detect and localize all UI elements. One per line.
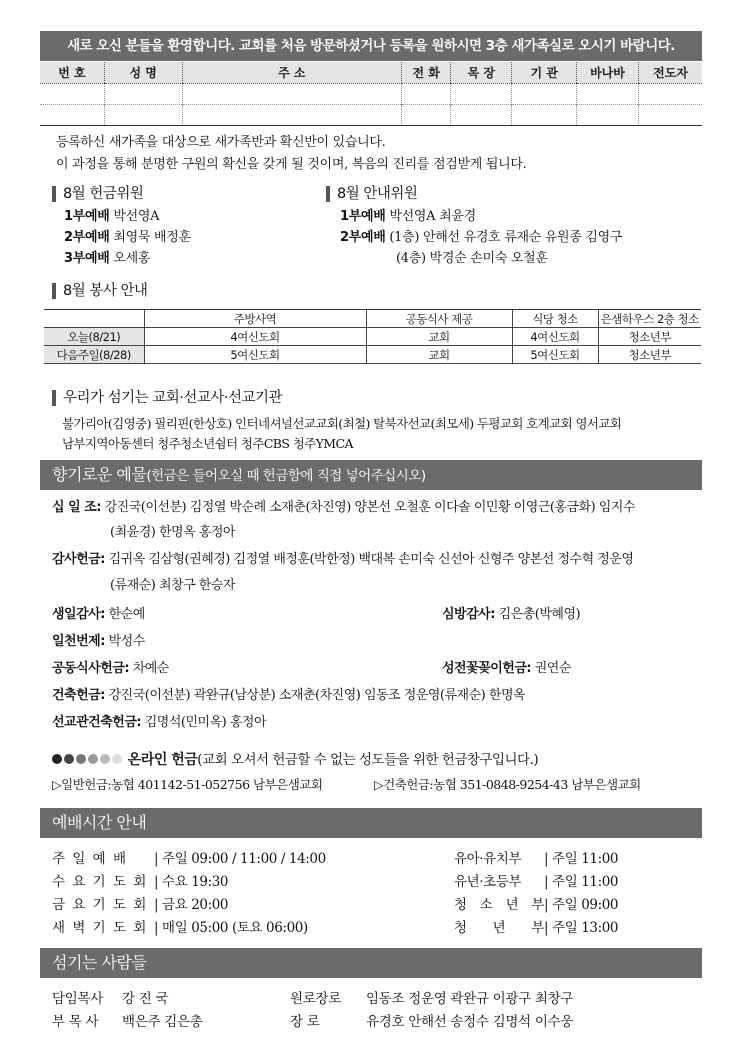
- worship-name: 청 년 부: [454, 920, 544, 936]
- service-label: 2부예배: [340, 230, 386, 245]
- mission-building-label: 선교관건축헌금:: [52, 715, 142, 730]
- worship-time: 수요 19:30: [162, 874, 229, 890]
- service-cell: 5여신도회: [144, 346, 366, 364]
- missions-line: 남부지역아동센터 청주청소년쉼터 청주CBS 청주YMCA: [62, 436, 353, 451]
- building-offering-names: 강진국(이선분) 곽완규(남상분) 소재춘(차진영) 임동조 정운영(류재순) 한명옥: [108, 688, 526, 703]
- missions-title: 우리가 섬기는 교회·선교사·선교기관: [52, 390, 282, 406]
- registration-header: 기 관: [512, 62, 576, 83]
- service-cell: 교회: [366, 346, 512, 364]
- service-cell: 오늘(8/21): [44, 328, 144, 346]
- first-offering-line: [52, 633, 145, 651]
- service-label: 1부예배: [64, 209, 110, 224]
- committee-names: 오세홍: [113, 251, 151, 266]
- service-guide-title: 8월 봉사 안내: [52, 283, 147, 299]
- registration-blank-row[interactable]: [40, 104, 702, 125]
- staff-row: [52, 1010, 202, 1030]
- worship-name: 주 일 예 배: [52, 851, 128, 867]
- worship-row: 새 벽 기 도 회 | 매일 05:00 (토요 06:00): [52, 916, 308, 936]
- dots-decoration-icon: [52, 752, 124, 768]
- offerings-note: (헌금은 들어오실 때 헌금함에 직접 넣어주십시오): [146, 468, 426, 484]
- worship-name: 유아·유치부: [454, 851, 522, 867]
- flower-offering-names: 권연순: [534, 661, 571, 676]
- registration-header: 바나바: [576, 62, 638, 83]
- service-header: 식당 청소: [512, 310, 598, 328]
- staff-role: 원로장로: [290, 991, 341, 1007]
- general-account: ▷일반헌금:농협 401142-51-052756 남부은샘교회: [52, 777, 323, 792]
- meal-offering-label: 공동식사헌금:: [52, 661, 130, 676]
- service-label: 3부예배: [64, 251, 110, 266]
- service-cell: 교회: [366, 328, 512, 346]
- staff-names: 강 진 국: [122, 991, 169, 1007]
- usher-committee-row: [396, 247, 548, 266]
- worship-time: 주일 11:00: [552, 851, 619, 867]
- worship-time: 주일 09:00: [552, 897, 619, 913]
- staff-names: 유경호 안해선 송정수 김명석 이수웅: [366, 1014, 574, 1030]
- birthday-label: 생일감사:: [52, 607, 105, 622]
- service-header: [44, 310, 144, 328]
- staff-names: 임동조 정운영 곽완규 이광구 최창구: [366, 991, 574, 1007]
- offerings-header: [40, 460, 702, 490]
- mission-building-names: 김명석(민미옥) 홍정아: [144, 715, 267, 730]
- thanks-names-cont: (류재순) 최창구 한승자: [110, 578, 235, 593]
- worship-time: 매일 05:00 (토요 06:00): [162, 920, 308, 936]
- worship-times-header: 예배시간 안내: [40, 808, 702, 838]
- worship-name: 청 소 년 부: [454, 897, 544, 913]
- service-label: 1부예배: [340, 209, 386, 224]
- staff-names: 백은주 김은총: [122, 1014, 203, 1030]
- service-cell: 청소년부: [598, 328, 701, 346]
- first-offering-label: 일천번제:: [52, 634, 105, 649]
- birthday-line: [52, 606, 145, 624]
- service-cell: 5여신도회: [512, 346, 598, 364]
- service-header: 공동식사 제공: [366, 310, 512, 328]
- committee-names: (1층) 안해선 유경호 류재순 유원종 김영구: [389, 230, 623, 245]
- tithe-line: [52, 499, 635, 517]
- service-label: 2부예배: [64, 230, 110, 245]
- visit-line: [442, 606, 580, 624]
- service-row: [44, 346, 701, 364]
- worship-name: 수 요 기 도 회: [52, 874, 148, 890]
- staff-role: 장 로: [290, 1014, 320, 1030]
- worship-row: 청 년 부| 주일 13:00: [454, 916, 618, 936]
- visit-label: 심방감사:: [442, 607, 495, 622]
- service-cell: 4여신도회: [144, 328, 366, 346]
- flower-offering-label: 성전꽃꽂이헌금:: [442, 661, 532, 676]
- registration-header: 전도자: [639, 62, 702, 83]
- tithe-label: 십 일 조:: [52, 500, 101, 515]
- online-offering-line: [52, 751, 538, 769]
- offering-committee-row: [64, 247, 150, 266]
- flower-offering-line: [442, 660, 571, 678]
- worship-name: 유년·초등부: [454, 874, 522, 890]
- registration-header: 전 화: [402, 62, 451, 83]
- registration-header: 주 소: [182, 62, 402, 83]
- birthday-names: 한순예: [108, 607, 145, 622]
- committee-names: 박선영A: [113, 209, 160, 224]
- meal-offering-line: [52, 660, 169, 678]
- worship-row: 유년·초등부 | 주일 11:00: [454, 870, 618, 890]
- committee-names: 최영묵 배정훈: [113, 230, 191, 245]
- tithe-names-cont: (최윤경) 한명옥 홍정아: [110, 525, 235, 540]
- usher-committee-row: [340, 205, 476, 224]
- intro-line: 이 과정을 통해 분명한 구원의 확신을 갖게 될 것이며, 복음의 진리를 점검받게 됩니다.: [56, 157, 527, 172]
- registration-blank-row[interactable]: [40, 83, 702, 104]
- service-cell: 4여신도회: [512, 328, 598, 346]
- first-offering-names: 박성수: [108, 634, 145, 649]
- registration-header: 목 장: [451, 62, 512, 83]
- offering-committee-row: [64, 205, 159, 224]
- registration-header-row: [40, 62, 702, 83]
- visit-names: 김은총(박혜영): [498, 607, 581, 622]
- service-cell: 다음주일(8/28): [44, 346, 144, 364]
- staff-row: [290, 987, 573, 1007]
- worship-name: 새 벽 기 도 회: [52, 920, 148, 936]
- service-header: 은샘하우스 2층 청소: [598, 310, 701, 328]
- offering-committee-row: [64, 226, 191, 245]
- service-row: [44, 328, 701, 346]
- service-cell: 청소년부: [598, 346, 701, 364]
- committee-names: 박선영A 최윤경: [389, 209, 476, 224]
- worship-time: 주일 13:00: [552, 920, 619, 936]
- online-offering-title: 온라인 헌금: [127, 752, 198, 768]
- building-offering-line: [52, 687, 525, 705]
- usher-committee-row: [340, 226, 622, 245]
- staff-header: 섬기는 사람들: [40, 948, 702, 978]
- meal-offering-names: 차예순: [132, 661, 169, 676]
- worship-row: 유아·유치부 | 주일 11:00: [454, 847, 618, 867]
- staff-role: 부 목 사: [52, 1014, 99, 1030]
- online-offering-desc: (교회 오셔서 헌금할 수 없는 성도들을 위한 헌금창구입니다.): [197, 752, 539, 768]
- service-header: 주방사역: [144, 310, 366, 328]
- committee-names: (4층) 박경순 손미숙 오철훈: [396, 251, 548, 266]
- intro-line: 등록하신 새가족을 대상으로 새가족반과 확신반이 있습니다.: [56, 135, 386, 150]
- missions-line: 불가리아(김영중) 필리핀(한상호) 인터네셔널선교교회(최철) 탈북자선교(최모세) 두평교회 호계교회 영서교회: [62, 416, 622, 431]
- welcome-banner: 새로 오신 분들을 환영합니다. 교회를 처음 방문하셨거나 등록을 원하시면 3층 새가족실로 오시기 바랍니다.: [40, 31, 702, 61]
- worship-time: 주일 09:00 / 11:00 / 14:00: [162, 851, 326, 867]
- worship-time: 주일 11:00: [552, 874, 619, 890]
- thanks-line: [52, 551, 633, 569]
- worship-row: 주 일 예 배 | 주일 09:00 / 11:00 / 14:00: [52, 847, 326, 867]
- building-account: ▷건축헌금:농협 351-0848-9254-43 남부은샘교회: [374, 777, 641, 792]
- staff-row: [52, 987, 168, 1007]
- mission-building-line: [52, 714, 266, 732]
- service-guide-table: [44, 309, 701, 364]
- usher-committee-title: 8월 안내위원: [326, 186, 417, 202]
- thanks-label: 감사헌금:: [52, 552, 105, 567]
- staff-row: [290, 1010, 573, 1030]
- worship-time: 금요 20:00: [162, 897, 229, 913]
- thanks-names: 김귀옥 김삼형(권혜경) 김정열 배정훈(박한정) 백대복 손미숙 신선아 신형주 양본선 정수혁 정운영: [108, 552, 634, 567]
- registration-header: 번 호: [40, 62, 104, 83]
- staff-role: 담임목사: [52, 991, 103, 1007]
- worship-row: 수 요 기 도 회 | 수요 19:30: [52, 870, 228, 890]
- building-offering-label: 건축헌금:: [52, 688, 105, 703]
- worship-row: 금 요 기 도 회 | 금요 20:00: [52, 893, 228, 913]
- tithe-names: 강진국(이선분) 김정열 박순례 소재춘(차진영) 양본선 오철훈 이다솔 이민황 이영근(홍금화) 임지수: [104, 500, 635, 515]
- registration-table: [40, 62, 702, 126]
- worship-row: 청 소 년 부| 주일 09:00: [454, 893, 618, 913]
- offerings-title: 향기로운 예물: [52, 465, 147, 484]
- registration-header: 성 명: [104, 62, 182, 83]
- worship-name: 금 요 기 도 회: [52, 897, 148, 913]
- offering-committee-title: 8월 헌금위원: [52, 186, 143, 202]
